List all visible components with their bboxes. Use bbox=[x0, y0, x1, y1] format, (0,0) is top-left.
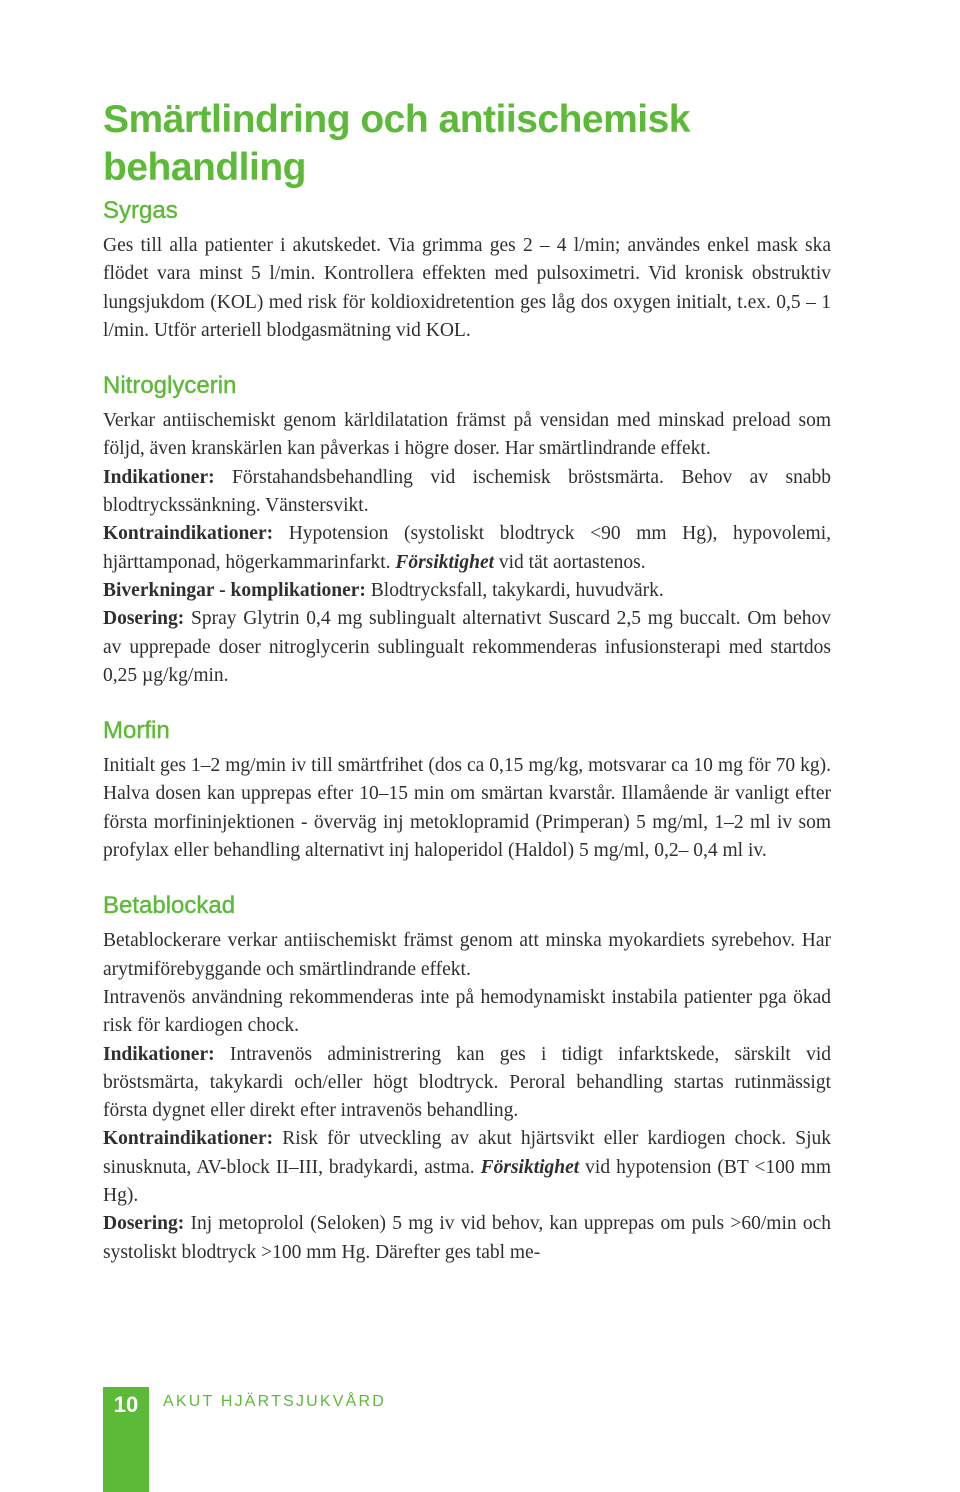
betablockad-indications bbox=[103, 1041, 831, 1126]
section-heading-betablockad: Betablockad bbox=[103, 892, 236, 920]
side-effects-label: Biverkningar - komplikationer: bbox=[103, 579, 366, 601]
caution-label: Försiktighet bbox=[480, 1156, 580, 1178]
dosage-label: Dosering: bbox=[103, 1213, 185, 1235]
section-heading-nitroglycerin: Nitroglycerin bbox=[103, 372, 237, 400]
section-betablockad bbox=[103, 891, 831, 1267]
side-effects-text: Blodtrycksfall, takykardi, huvudvärk. bbox=[365, 579, 664, 601]
contraindications-text: Risk för utveckling av akut hjärtsvikt eller kardiogen chock. Sjuk sinusknuta, AV-block II–III, bradykardi, astma. bbox=[103, 1128, 831, 1178]
morfin-paragraph: Initialt ges 1–2 mg/min iv till smärtfrihet (dos ca 0,15 mg/kg, motsvarar ca 10 mg för 70 kg). Halva dosen kan upprepas efter 10–15 min om smärtan kvarstår. Illamående är vanligt efter första morfininjektionen - överväg inj metoklopramid (Primperan) 5 mg/ml, 1–2 ml iv som profylax eller behandling alternativt inj haloperidol (Haldol) 5 mg/ml, 0,2– 0,4 ml iv. bbox=[103, 755, 831, 862]
indications-label: Indikationer: bbox=[103, 1043, 215, 1065]
section-heading-morfin: Morfin bbox=[103, 717, 170, 745]
nitroglycerin-intro: Verkar antiischemiskt genom kärldilatation främst på vensidan med minskad preload som följd, även kranskärlen kan påverkas i högre doser. Har smärtlindrande effekt. bbox=[103, 410, 831, 460]
indications-label: Indikationer: bbox=[103, 466, 215, 488]
nitroglycerin-indications bbox=[103, 464, 831, 521]
indications-text: Intravenös administrering kan ges i tidigt infarktskede, särskilt vid bröstsmärta, takykardi och/eller högt blodtryck. Peroral behandling startas rutinmässigt första dygnet eller direkt efter intravenös behandling. bbox=[103, 1043, 831, 1122]
caution-text: vid hypotension (BT <100 mm Hg). bbox=[103, 1156, 831, 1207]
indications-text: Förstahandsbehandling vid ischemisk bröstsmärta. Behov av snabb blodtryckssänkning. Vänstersvikt. bbox=[103, 466, 831, 517]
dosage-text: Spray Glytrin 0,4 mg sublingualt alternativt Suscard 2,5 mg buccalt. Om behov av upprepade doser nitroglycerin sublingualt rekommenderas infusionsterapi med startdos 0,25 µg/kg/min. bbox=[103, 608, 831, 686]
section-morfin bbox=[103, 716, 831, 865]
section-heading-syrgas: Syrgas bbox=[103, 197, 178, 224]
contraindications-text: Hypotension (systoliskt blodtryck <90 mm Hg), hypovolemi, hjärttamponad, högerkammarinfarkt. bbox=[103, 523, 831, 573]
nitroglycerin-contraindications bbox=[103, 520, 831, 577]
dosage-label: Dosering: bbox=[103, 608, 185, 630]
syrgas-paragraph: Ges till alla patienter i akutskedet. Via grimma ges 2 – 4 l/min; användes enkel mask ska flödet vara minst 5 l/min. Kontrollera effekten med pulsoximetri. Vid kronisk obstruktiv lungsjukdom (KOL) med risk för koldioxidretention ges låg dos oxygen initialt, t.ex. 0,5 – 1 l/min. Utför arteriell blodgasmätning vid KOL. bbox=[103, 235, 831, 341]
betablockad-contraindications bbox=[103, 1125, 831, 1210]
betablockad-dosage bbox=[103, 1210, 831, 1267]
page-content bbox=[103, 96, 831, 1293]
betablockad-intro-1: Betablockerare verkar antiischemiskt främst genom att minska myokardiets syrebehov. Har arytmiförebyggande och smärtlindrande effekt. bbox=[103, 930, 831, 980]
section-nitroglycerin bbox=[103, 371, 831, 690]
contraindications-label: Kontraindikationer: bbox=[103, 1128, 274, 1150]
nitroglycerin-side-effects bbox=[103, 577, 831, 605]
caution-label: Försiktighet bbox=[395, 551, 495, 573]
caution-text: vid tät aortastenos. bbox=[494, 551, 646, 573]
page-title: Smärtlindring och antiischemisk behandling bbox=[103, 98, 690, 189]
dosage-text: Inj metoprolol (Seloken) 5 mg iv vid behov, kan upprepas om puls >60/min och systoliskt blodtryck >100 mm Hg. Därefter ges tabl me- bbox=[103, 1213, 831, 1263]
contraindications-label: Kontraindikationer: bbox=[103, 523, 274, 545]
nitroglycerin-dosage bbox=[103, 605, 831, 690]
betablockad-intro-2: Intravenös användning rekommenderas inte på hemodynamiskt instabila patienter pga ökad risk för kardiogen chock. bbox=[103, 986, 831, 1037]
section-syrgas bbox=[103, 196, 831, 345]
running-footer-title: AKUT HJÄRTSJUKVÅRD bbox=[163, 1393, 387, 1410]
page-number: 10 bbox=[113, 1392, 139, 1417]
